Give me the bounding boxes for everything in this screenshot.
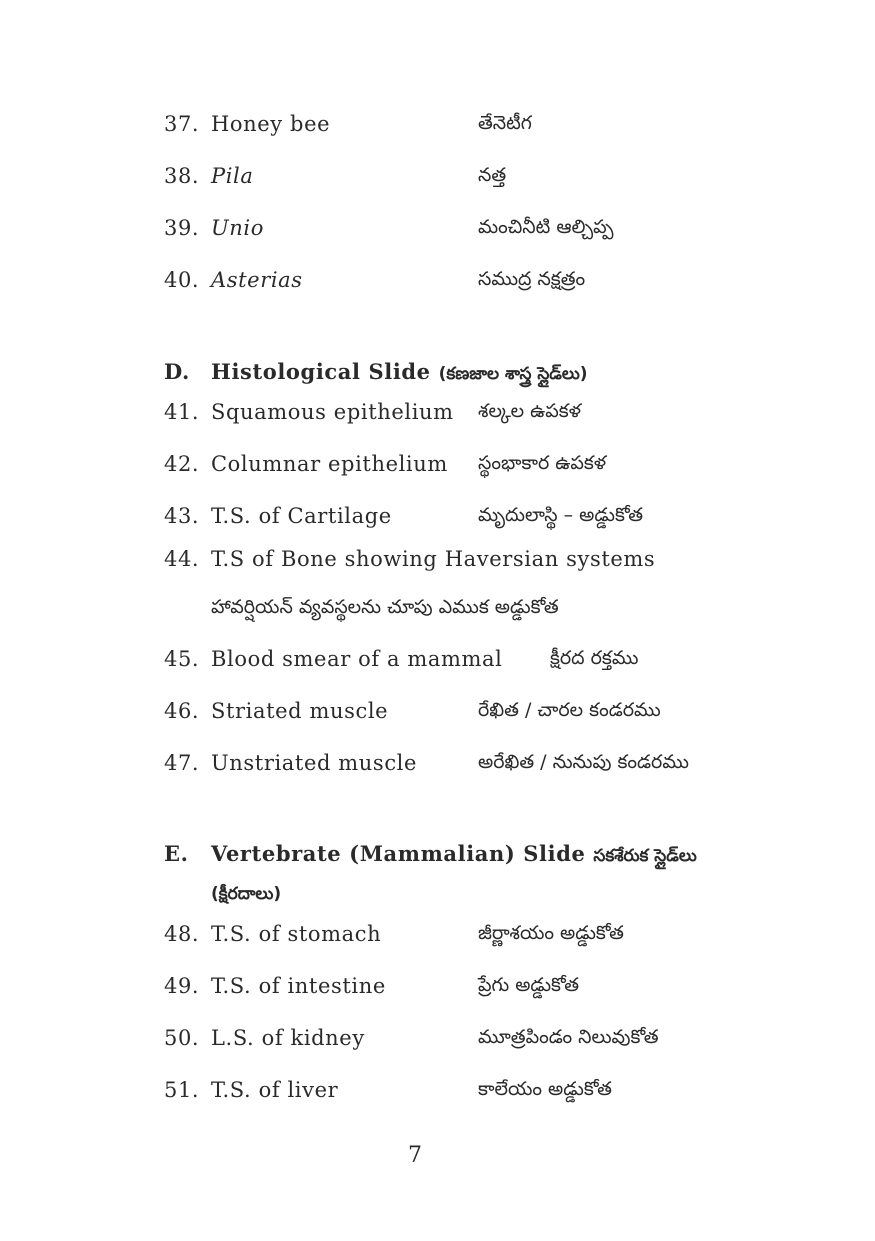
item-number: 50. xyxy=(164,1026,200,1050)
item-number: 39. xyxy=(164,216,200,240)
section-title-telugu: (కణజాల శాస్త్ర స్లైడ్‌లు) xyxy=(438,364,588,384)
item-number: 47. xyxy=(164,751,200,775)
item-telugu: మూత్రపిండం నిలువుకోత xyxy=(478,1026,659,1048)
list-item xyxy=(164,972,386,1000)
item-number: 45. xyxy=(164,647,200,671)
list-item xyxy=(164,749,417,777)
section-e-heading xyxy=(164,840,697,870)
item-telugu: తేనెటీగ xyxy=(478,112,532,134)
item-english: L.S. of kidney xyxy=(211,1026,365,1050)
item-telugu: సముద్ర నక్షత్రం xyxy=(478,268,586,290)
item-number: 48. xyxy=(164,922,200,946)
list-item xyxy=(164,697,388,725)
list-item xyxy=(164,502,392,530)
item-english: Honey bee xyxy=(211,112,331,136)
item-telugu: రేఖిత / చారల కండరము xyxy=(478,699,661,721)
list-item xyxy=(164,214,264,242)
item-telugu: శల్కల ఉపకళ xyxy=(478,400,581,422)
item-number: 49. xyxy=(164,974,200,998)
item-number: 51. xyxy=(164,1078,200,1102)
item-english: Blood smear of a mammal xyxy=(211,647,503,671)
list-item xyxy=(164,266,303,294)
item-telugu: జీర్ణాశయం అడ్డుకోత xyxy=(478,922,624,944)
item-number: 44. xyxy=(164,547,200,571)
item-telugu: నత్త xyxy=(478,164,507,186)
section-title-telugu: సకశేరుక స్లైడ్‌లు xyxy=(593,846,697,866)
item-telugu: కాలేయం అడ్డుకోత xyxy=(478,1078,612,1100)
list-item xyxy=(164,398,454,426)
section-title-telugu-line2: (క్షీరదాలు) xyxy=(211,884,282,904)
list-item xyxy=(164,110,330,138)
list-item xyxy=(164,545,655,573)
item-number: 43. xyxy=(164,504,200,528)
item-telugu: మంచినీటి ఆల్చిప్ప xyxy=(478,216,614,238)
page-number: 7 xyxy=(408,1143,422,1168)
item-english: Pila xyxy=(211,164,254,188)
item-number: 42. xyxy=(164,452,200,476)
list-item xyxy=(164,450,448,478)
item-english: Columnar epithelium xyxy=(211,452,448,476)
item-telugu: స్థంభాకార ఉపకళ xyxy=(478,452,607,474)
item-english: Squamous epithelium xyxy=(211,400,454,424)
list-item xyxy=(164,162,253,190)
section-letter: E. xyxy=(164,841,189,866)
item-english: Asterias xyxy=(211,268,303,292)
item-number: 37. xyxy=(164,112,200,136)
item-english: Unio xyxy=(211,216,264,240)
item-number: 41. xyxy=(164,400,200,424)
item-english: T.S. of liver xyxy=(211,1078,339,1102)
item-telugu: ప్రేగు అడ్డుకోత xyxy=(478,974,580,996)
item-english: Striated muscle xyxy=(211,699,389,723)
item-telugu: అరేఖిత / నునుపు కండరము xyxy=(478,751,690,773)
section-d-heading xyxy=(164,358,588,388)
item-telugu: క్షీరద రక్తము xyxy=(550,647,639,669)
item-english: T.S. of Cartilage xyxy=(211,504,392,528)
item-english: T.S. of intestine xyxy=(211,974,386,998)
section-title: Histological Slide xyxy=(211,359,431,384)
item-english: T.S. of stomach xyxy=(211,922,382,946)
item-english: T.S of Bone showing Haversian systems xyxy=(211,547,656,571)
item-english: Unstriated muscle xyxy=(211,751,418,775)
item-telugu: హావర్షియన్ వ్యవస్థలను చూపు ఎముక అడ్డుకోత xyxy=(211,596,559,618)
list-item xyxy=(164,1024,365,1052)
item-number: 46. xyxy=(164,699,200,723)
item-telugu: మృదులాస్థి – అడ్డుకోత xyxy=(478,504,643,526)
list-item xyxy=(164,1076,338,1104)
item-number: 38. xyxy=(164,164,200,188)
list-item xyxy=(164,920,381,948)
section-letter: D. xyxy=(164,359,190,384)
list-item xyxy=(164,645,503,673)
section-title: Vertebrate (Mammalian) Slide xyxy=(211,841,586,866)
item-number: 40. xyxy=(164,268,200,292)
